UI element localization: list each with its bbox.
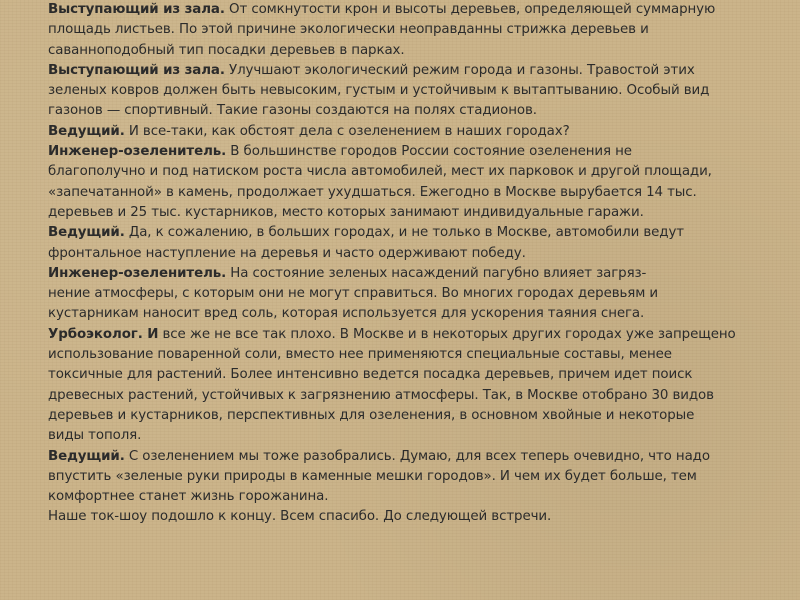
text-line [48, 162, 748, 182]
text-line [48, 507, 748, 527]
line-text: токсичные для растений. Более интенсивно ведется посадка деревьев, причем идет поиск [48, 367, 693, 383]
text-line [48, 447, 748, 467]
text-line [48, 406, 748, 426]
dialogue-text-block [48, 0, 748, 528]
text-line [48, 101, 748, 121]
text-line [48, 244, 748, 264]
text-line [48, 142, 748, 162]
line-text: С озеленением мы тоже разобрались. Думаю, для всех теперь очевидно, что надо [124, 448, 710, 464]
text-line [48, 426, 748, 446]
line-text: Улучшают экологический режим города и газоны. Травостой этих [224, 62, 695, 78]
speaker-label: Выступающий из зала. [48, 62, 225, 78]
line-text: площадь листьев. По этой причине экологически неоправданны стрижка деревьев и [48, 22, 649, 38]
line-text: все же не все так плохо. В Москве и в некоторых других городах уже запрещено [158, 326, 736, 342]
line-text: комфортнее станет жизнь горожанина. [48, 489, 329, 505]
line-text: виды тополя. [48, 428, 142, 444]
text-line [48, 0, 748, 20]
text-line [48, 487, 748, 507]
text-line [48, 325, 748, 345]
line-text: Наше ток-шоу подошло к концу. Всем спасибо. До следующей встречи. [48, 509, 552, 525]
line-text: газонов — спортивный. Такие газоны создаются на полях стадионов. [48, 103, 537, 119]
line-text: Да, к сожалению, в больших городах, и не только в Москве, автомобили ведут [124, 225, 684, 241]
text-line [48, 304, 748, 324]
line-text: саванноподобный тип посадки деревьев в парках. [48, 42, 405, 58]
text-line [48, 284, 748, 304]
line-text: благополучно и под натиском роста числа автомобилей, мест их парковок и другой площади, [48, 164, 712, 180]
text-line [48, 122, 748, 142]
line-text: деревьев и 25 тыс. кустарников, место которых занимают индивидуальные гаражи. [48, 204, 644, 220]
line-text: «запечатанной» в камень, продолжает ухудшаться. Ежегодно в Москве вырубается 14 тыс. [48, 184, 697, 200]
text-line [48, 223, 748, 243]
line-text: фронтальное наступление на деревья и часто одерживают победу. [48, 245, 526, 261]
speaker-label: Инженер-озеленитель. [48, 144, 227, 160]
line-text: В большинстве городов России состояние озеленения не [226, 144, 632, 160]
text-line [48, 61, 748, 81]
line-text: И все-таки, как обстоят дела с озеленением в наших городах? [124, 123, 570, 139]
text-line [48, 264, 748, 284]
text-line [48, 81, 748, 101]
line-text: использование поваренной соли, вместо нее применяются специальные составы, менее [48, 347, 672, 363]
line-text: кустарникам наносит вред соль, которая используется для ускорения таяния снега. [48, 306, 645, 322]
text-line [48, 203, 748, 223]
line-text: зеленых ковров должен быть невысоким, густым и устойчивым к вытаптыванию. Особый вид [48, 83, 710, 99]
text-line [48, 183, 748, 203]
speaker-label: Инженер-озеленитель. [48, 265, 227, 281]
line-text: деревьев и кустарников, перспективных для озеленения, в основном хвойные и некоторые [48, 407, 695, 423]
text-line [48, 20, 748, 40]
line-text: От сомкнутости крон и высоты деревьев, определяющей суммарную [224, 2, 716, 17]
line-text: На состояние зеленых насаждений пагубно влияет загряз- [226, 265, 647, 281]
text-line [48, 365, 748, 385]
text-line [48, 345, 748, 365]
text-line [48, 41, 748, 61]
text-line [48, 386, 748, 406]
speaker-label: Выступающий из зала. [48, 2, 225, 17]
line-text: впустить «зеленые руки природы в каменные мешки городов». И чем их будет больше, тем [48, 468, 697, 484]
speaker-label: Ведущий. [48, 225, 125, 241]
speaker-label: Ведущий. [48, 448, 125, 464]
speaker-label: Ведущий. [48, 123, 125, 139]
text-line [48, 467, 748, 487]
speaker-label: Урбоэколог. И [48, 326, 159, 342]
line-text: нение атмосферы, с которым они не могут справиться. Во многих городах деревьям и [48, 286, 659, 302]
line-text: древесных растений, устойчивых к загрязнению атмосферы. Так, в Москве отобрано 30 видов [48, 387, 714, 403]
